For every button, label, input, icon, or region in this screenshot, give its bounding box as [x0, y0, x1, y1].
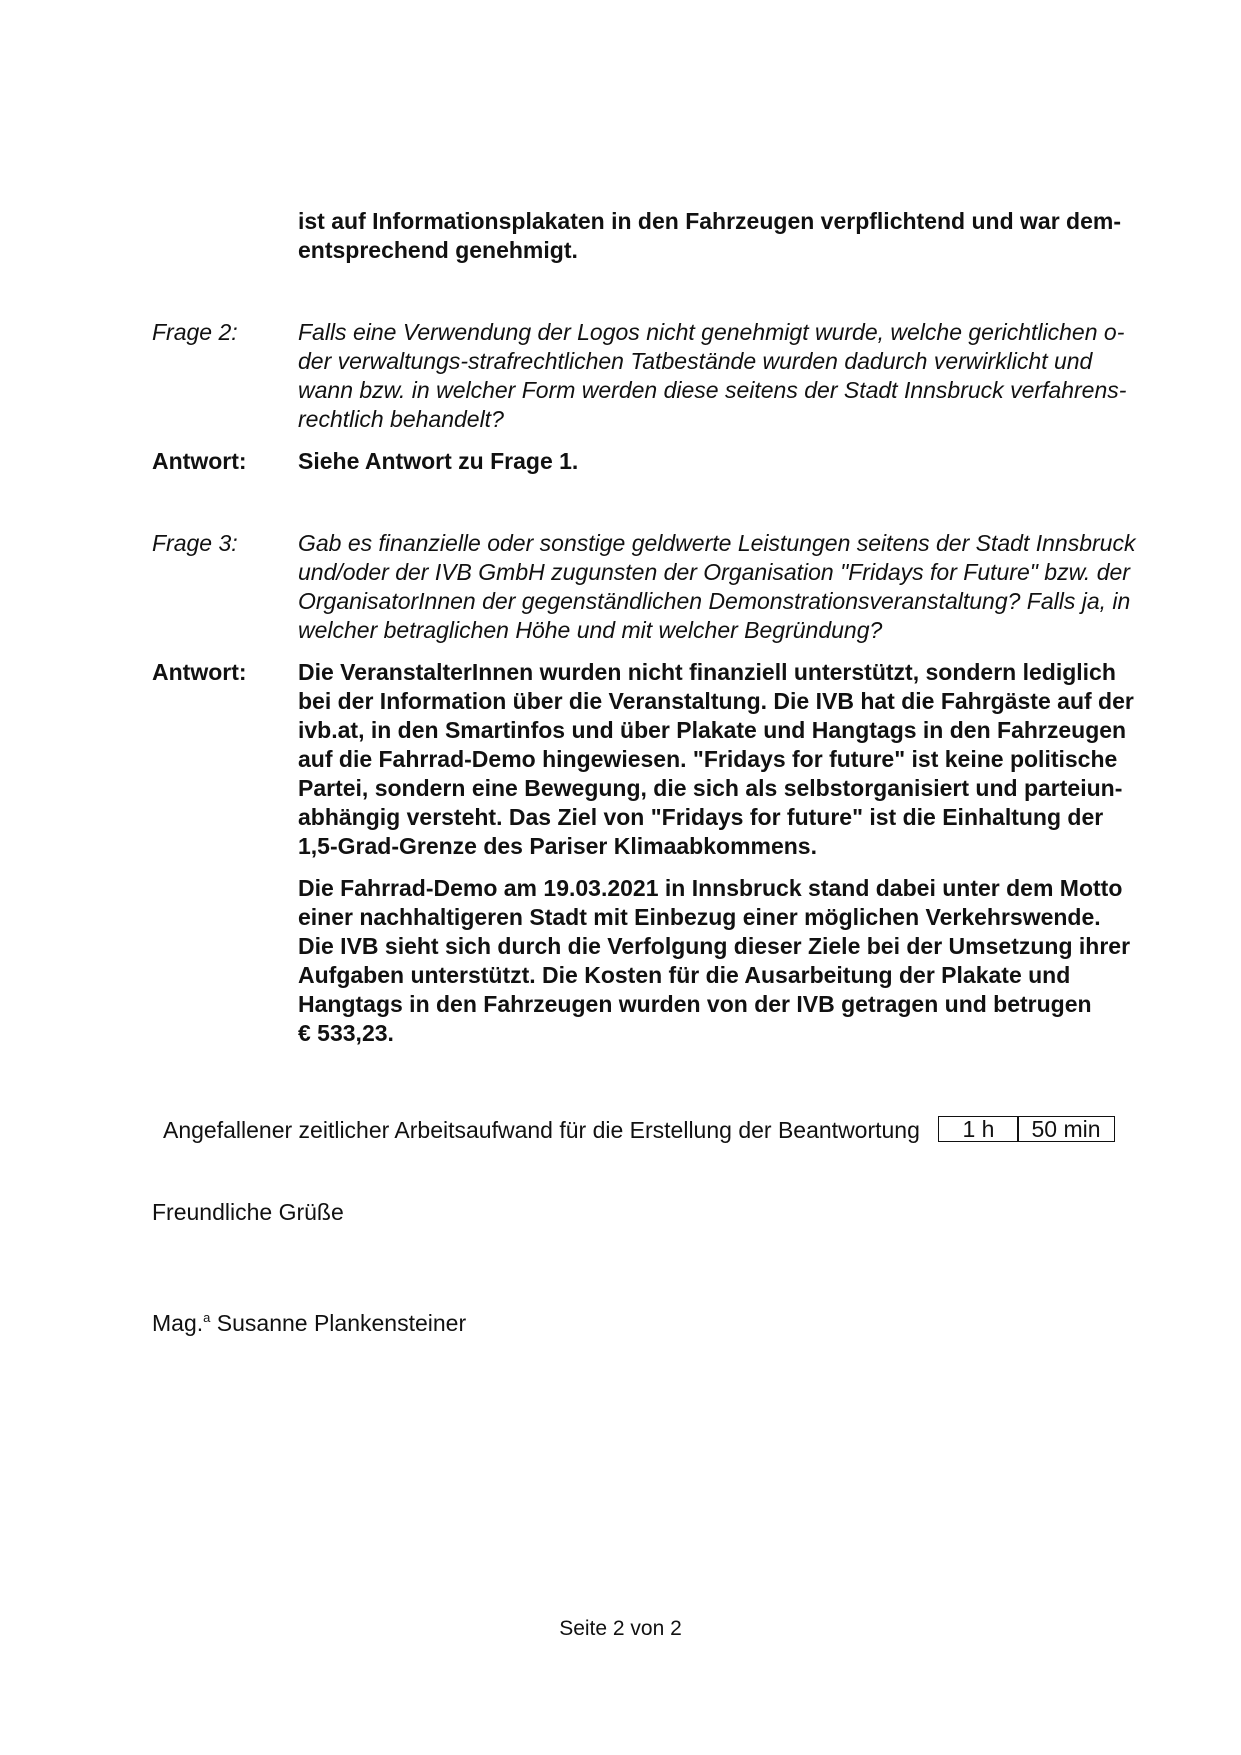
- answer-3-para2-line-4: Aufgaben unterstützt. Die Kosten für die Ausarbeitung der Plakate und: [298, 962, 1071, 988]
- answer-continuation-line-1: ist auf Informationsplakaten in den Fahrzeugen verpflichtend und war dem-: [298, 208, 1121, 234]
- answer-3-label: Antwort:: [152, 659, 247, 685]
- effort-hours-cell: 1 h: [938, 1116, 1019, 1142]
- answer-3-para1-line-3: ivb.at, in den Smartinfos und über Plakate und Hangtags in den Fahrzeugen: [298, 717, 1127, 743]
- answer-3-para1-line-5: Partei, sondern eine Bewegung, die sich als selbstorganisiert und parteiun-: [298, 775, 1123, 801]
- answer-3-para1-line-7: 1,5-Grad-Grenze des Pariser Klimaabkommens.: [298, 833, 817, 859]
- question-3-line-4: welcher betraglichen Höhe und mit welcher Begründung?: [298, 617, 883, 643]
- effort-label: Angefallener zeitlicher Arbeitsaufwand für die Erstellung der Beantwortung: [163, 1117, 920, 1143]
- answer-3-para2-line-2: einer nachhaltigeren Stadt mit Einbezug einer möglichen Verkehrswende.: [298, 904, 1101, 930]
- academic-title: Mag.: [152, 1310, 204, 1336]
- answer-2-line-1: Siehe Antwort zu Frage 1.: [298, 448, 579, 474]
- signature-name-line: [152, 1309, 466, 1339]
- answer-3-para2-line-3: Die IVB sieht sich durch die Verfolgung dieser Ziele bei der Umsetzung ihrer: [298, 933, 1131, 959]
- effort-minutes-cell: 50 min: [1017, 1116, 1115, 1142]
- question-2-line-3: wann bzw. in welcher Form werden diese seitens der Stadt Innsbruck verfahrens-: [298, 377, 1127, 403]
- answer-3-para1-line-6: abhängig versteht. Das Ziel von "Fridays for future" ist die Einhaltung der: [298, 804, 1104, 830]
- question-3-line-3: OrganisatorInnen der gegenständlichen Demonstrationsveranstaltung? Falls ja, in: [298, 588, 1131, 614]
- question-2-line-1: Falls eine Verwendung der Logos nicht genehmigt wurde, welche gerichtlichen o-: [298, 319, 1125, 345]
- question-3-line-2: und/oder der IVB GmbH zugunsten der Organisation "Fridays for Future" bzw. der: [298, 559, 1130, 585]
- signatory-name: Susanne Plankensteiner: [216, 1310, 467, 1336]
- answer-3-para1-line-1: Die VeranstalterInnen wurden nicht finanziell unterstützt, sondern lediglich: [298, 659, 1116, 685]
- question-2-line-2: der verwaltungs-strafrechtlichen Tatbestände wurden dadurch verwirklicht und: [298, 348, 1093, 374]
- answer-3-para2-line-5: Hangtags in den Fahrzeugen wurden von der IVB getragen und betrugen: [298, 991, 1092, 1017]
- answer-3-para2-line-6: € 533,23.: [298, 1020, 394, 1046]
- page-number: Seite 2 von 2: [559, 1617, 682, 1640]
- answer-3-para2-line-1: Die Fahrrad-Demo am 19.03.2021 in Innsbruck stand dabei unter dem Motto: [298, 875, 1123, 901]
- answer-3-para1-line-2: bei der Information über die Veranstaltung. Die IVB hat die Fahrgäste auf der: [298, 688, 1134, 714]
- answer-continuation-line-2: entsprechend genehmigt.: [298, 237, 578, 263]
- question-3-line-1: Gab es finanzielle oder sonstige geldwerte Leistungen seitens der Stadt Innsbruck: [298, 530, 1136, 556]
- academic-title-suffix: a: [203, 1310, 211, 1325]
- answer-3-para1-line-4: auf die Fahrrad-Demo hingewiesen. "Fridays for future" ist keine politische: [298, 746, 1118, 772]
- answer-2-label: Antwort:: [152, 448, 247, 474]
- closing-greeting: Freundliche Grüße: [152, 1199, 344, 1225]
- question-3-label: Frage 3:: [152, 530, 238, 556]
- question-2-label: Frage 2:: [152, 319, 238, 345]
- question-2-line-4: rechtlich behandelt?: [298, 406, 504, 432]
